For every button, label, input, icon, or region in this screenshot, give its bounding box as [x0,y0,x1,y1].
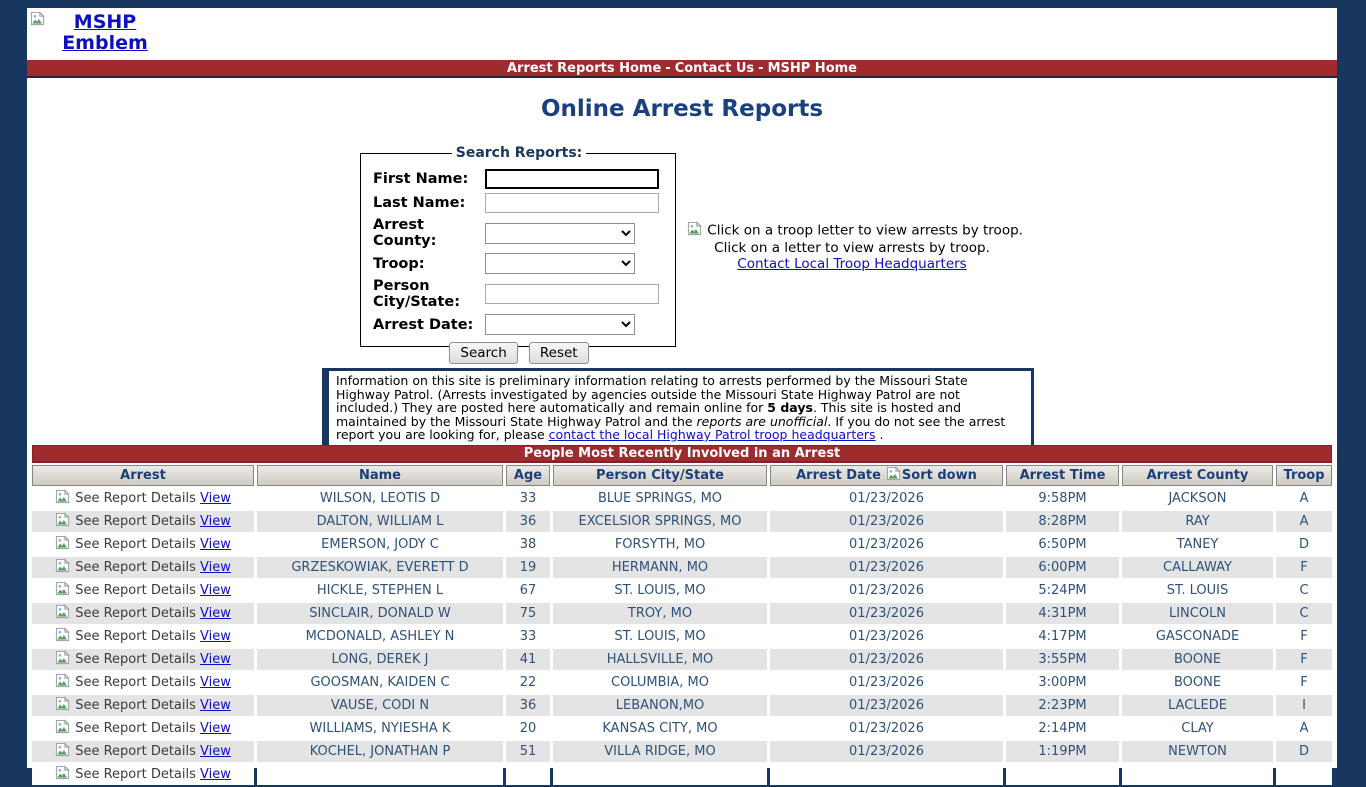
table-row [32,488,1332,509]
top-navbar [27,60,1337,78]
nav-arrest-reports-home[interactable]: Arrest Reports Home [506,61,662,76]
first-name-label: First Name: [373,171,469,187]
arrest-county: JACKSON [1122,488,1273,509]
arrest-time: 4:17PM [1006,626,1119,647]
see-report-details-text: See Report Details [75,606,196,621]
sort-down-label: Sort down [901,468,977,483]
troop-map-caption: Click on a letter to view arrests by troop. [714,240,990,256]
arrest-date: 01/23/2026 [770,511,1003,532]
arrestee-age: 67 [506,580,550,601]
arrest-county: ST. LOUIS [1122,580,1273,601]
arrest-time: 5:24PM [1006,580,1119,601]
troop: A [1276,511,1332,532]
see-report-details-text: See Report Details [75,652,196,667]
broken-image-icon [55,562,74,577]
table-row [32,603,1332,624]
person-city-state: TROY, MO [553,603,767,624]
arrest-county: CALLAWAY [1122,557,1273,578]
arrest-time: 2:23PM [1006,695,1119,716]
arrestee-name: WILSON, LEOTIS D [257,488,503,509]
arrestee-age: 33 [506,488,550,509]
person-city-state: HERMANN, MO [553,557,767,578]
table-row [32,718,1332,739]
arrest-date-select[interactable] [485,314,635,335]
table-row [32,557,1332,578]
table-row [32,764,1332,785]
table-row [32,741,1332,762]
view-report-link[interactable]: View [200,698,231,713]
troop: A [1276,488,1332,509]
search-form-legend: Search Reports: [455,145,583,161]
arrestee-age: 22 [506,672,550,693]
nav-separator: - [758,61,764,76]
broken-image-icon [55,746,74,761]
arrestee-name: KOCHEL, JONATHAN P [257,741,503,762]
table-row [32,649,1332,670]
person-city-state [553,764,767,785]
reset-button[interactable]: Reset [529,342,589,364]
arrest-time: 6:00PM [1006,557,1119,578]
arrest-date: 01/23/2026 [770,557,1003,578]
person-city-state: LEBANON,MO [553,695,767,716]
arrest-county: TANEY [1122,534,1273,555]
view-report-link[interactable]: View [200,652,231,667]
arrest-county: NEWTON [1122,741,1273,762]
search-form [360,145,676,361]
view-report-link[interactable]: View [200,514,231,529]
search-button[interactable]: Search [449,342,517,364]
nav-separator: - [665,61,671,76]
arrest-time: 3:55PM [1006,649,1119,670]
arrestee-name: MCDONALD, ASHLEY N [257,626,503,647]
broken-image-icon [55,631,74,646]
see-report-details-text: See Report Details [75,491,196,506]
person-city-state-label: Person City/State: [373,278,461,310]
troop: F [1276,557,1332,578]
last-name-label: Last Name: [373,195,466,211]
person-city-state: ST. LOUIS, MO [553,626,767,647]
col-header-arrest-county: Arrest County [1122,465,1273,486]
see-report-details-text: See Report Details [75,721,196,736]
contact-troop-headquarters-link[interactable]: Contact Local Troop Headquarters [737,256,967,272]
troop-map-alt-text: Click on a troop letter to view arrests by troop. [707,222,1023,239]
troop: D [1276,534,1332,555]
view-report-link[interactable]: View [200,606,231,621]
table-header-row [32,465,1332,486]
arrestee-name: DALTON, WILLIAM L [257,511,503,532]
arrest-county: LINCOLN [1122,603,1273,624]
broken-image-icon [55,539,74,554]
troop-map-area [687,221,1023,272]
arrestee-age: 41 [506,649,550,670]
col-header-arrest: Arrest [32,465,254,486]
see-report-details-text: See Report Details [75,744,196,759]
view-report-link[interactable]: View [200,629,231,644]
arrest-time: 9:58PM [1006,488,1119,509]
see-report-details-text: See Report Details [75,583,196,598]
arrest-county: LACLEDE [1122,695,1273,716]
view-report-link[interactable]: View [200,537,231,552]
nav-contact-us[interactable]: Contact Us [674,61,755,76]
troop: C [1276,603,1332,624]
troop: A [1276,718,1332,739]
arrest-date: 01/23/2026 [770,649,1003,670]
arrest-time: 2:14PM [1006,718,1119,739]
arrest-date: 01/23/2026 [770,695,1003,716]
arrest-time [1006,764,1119,785]
table-row [32,672,1332,693]
arrest-date: 01/23/2026 [770,534,1003,555]
arrestee-name: EMERSON, JODY C [257,534,503,555]
arrest-time: 6:50PM [1006,534,1119,555]
col-header-name: Name [257,465,503,486]
broken-image-icon [30,11,45,30]
arrest-date: 01/23/2026 [770,718,1003,739]
see-report-details-text: See Report Details [75,537,196,552]
arrestee-age: 51 [506,741,550,762]
see-report-details-text: See Report Details [75,698,196,713]
table-row [32,695,1332,716]
view-report-link[interactable]: View [200,491,231,506]
page-content [27,8,1337,782]
table-row [32,534,1332,555]
broken-image-icon [55,608,74,623]
arrestee-age: 20 [506,718,550,739]
view-report-link[interactable]: View [200,560,231,575]
arrestee-name [257,764,503,785]
troop: I [1276,695,1332,716]
see-report-details-text: See Report Details [75,675,196,690]
see-report-details-text: See Report Details [75,560,196,575]
broken-image-icon [55,516,74,531]
arrest-date: 01/23/2026 [770,603,1003,624]
arrestee-name: GOOSMAN, KAIDEN C [257,672,503,693]
troop-select[interactable] [485,253,635,274]
arrest-county [1122,764,1273,785]
troop-headquarters-inline-link[interactable]: contact the local Highway Patrol troop headquarters [548,427,876,442]
arrest-date: 01/23/2026 [770,580,1003,601]
arrest-county-label: Arrest County: [373,217,437,249]
disclaimer-box: Information on this site is preliminary information relating to arrests performed by the Missouri State Highway Patrol. (Arrests investigated by agencies outside the Missouri State Highway Patrol are not included.) They are posted here automatically and remain online for 5 days. This site is hosted and maintained by the Missouri State Highway Patrol and the reports are unofficial. If you do not see the arrest report you are looking for, please contact the local Highway Patrol troop headquarters . [322,368,1034,448]
person-city-state: ST. LOUIS, MO [553,580,767,601]
see-report-details-text: See Report Details [75,767,196,782]
last-name-input[interactable] [485,193,659,213]
arrestee-age [506,764,550,785]
troop [1276,764,1332,785]
arrestee-age: 19 [506,557,550,578]
broken-image-icon [687,224,706,240]
arrests-table-wrap [29,443,1335,787]
arrestee-name: GRZESKOWIAK, EVERETT D [257,557,503,578]
view-report-link[interactable]: View [200,721,231,736]
broken-image-icon [55,700,74,715]
see-report-details-text: See Report Details [75,514,196,529]
arrest-county: CLAY [1122,718,1273,739]
arrestee-name: HICKLE, STEPHEN L [257,580,503,601]
person-city-state: BLUE SPRINGS, MO [553,488,767,509]
troop: F [1276,626,1332,647]
arrestee-age: 38 [506,534,550,555]
arrestee-age: 75 [506,603,550,624]
table-banner: People Most Recently Involved in an Arrest [32,445,1332,463]
mshp-emblem-link[interactable]: MSHP Emblem [62,11,148,54]
arrest-date: 01/23/2026 [770,488,1003,509]
person-city-state-input[interactable] [485,284,659,304]
view-report-link[interactable]: View [200,744,231,759]
arrestee-name: WILLIAMS, NYIESHA K [257,718,503,739]
broken-image-icon [55,723,74,738]
arrest-county: RAY [1122,511,1273,532]
table-row [32,511,1332,532]
arrest-time: 4:31PM [1006,603,1119,624]
col-header-person-city-state: Person City/State [553,465,767,486]
page-title: Online Arrest Reports [540,96,824,122]
arrest-time: 3:00PM [1006,672,1119,693]
view-report-link[interactable]: View [200,675,231,690]
person-city-state: FORSYTH, MO [553,534,767,555]
arrest-date: 01/23/2026 [770,741,1003,762]
troop: F [1276,649,1332,670]
troop: F [1276,672,1332,693]
person-city-state: HALLSVILLE, MO [553,649,767,670]
arrestee-name: LONG, DEREK J [257,649,503,670]
person-city-state: COLUMBIA, MO [553,672,767,693]
arrest-date [770,764,1003,785]
broken-image-icon [55,654,74,669]
arrest-time: 1:19PM [1006,741,1119,762]
arrest-date: 01/23/2026 [770,672,1003,693]
arrest-county: GASCONADE [1122,626,1273,647]
arrest-county-select[interactable] [485,223,635,244]
arrestee-age: 33 [506,626,550,647]
person-city-state: KANSAS CITY, MO [553,718,767,739]
arrestee-name: SINCLAIR, DONALD W [257,603,503,624]
arrestee-age: 36 [506,511,550,532]
person-city-state: VILLA RIDGE, MO [553,741,767,762]
arrest-county: BOONE [1122,649,1273,670]
arrestee-age: 36 [506,695,550,716]
col-header-arrest-time: Arrest Time [1006,465,1119,486]
first-name-input[interactable] [485,169,659,189]
troop: D [1276,741,1332,762]
troop-label: Troop: [373,255,425,272]
arrest-date: 01/23/2026 [770,626,1003,647]
broken-image-icon [55,585,74,600]
arrestee-name: VAUSE, CODI N [257,695,503,716]
broken-image-icon [55,769,74,784]
col-header-age: Age [506,465,550,486]
arrest-date-label: Arrest Date: [373,316,474,333]
table-row [32,580,1332,601]
view-report-link[interactable]: View [200,583,231,598]
arrest-county: BOONE [1122,672,1273,693]
site-header [27,8,1337,60]
see-report-details-text: See Report Details [75,629,196,644]
broken-image-icon [55,677,74,692]
view-report-link[interactable]: View [200,767,231,782]
col-header-arrest-date-sort[interactable]: Arrest Date Sort down [770,465,1003,486]
col-header-troop: Troop [1276,465,1332,486]
broken-image-icon [55,493,74,508]
table-row [32,626,1332,647]
arrest-time: 8:28PM [1006,511,1119,532]
person-city-state: EXCELSIOR SPRINGS, MO [553,511,767,532]
sort-down-icon [886,466,901,485]
arrests-table [29,443,1335,787]
nav-mshp-home[interactable]: MSHP Home [767,61,857,76]
troop: C [1276,580,1332,601]
